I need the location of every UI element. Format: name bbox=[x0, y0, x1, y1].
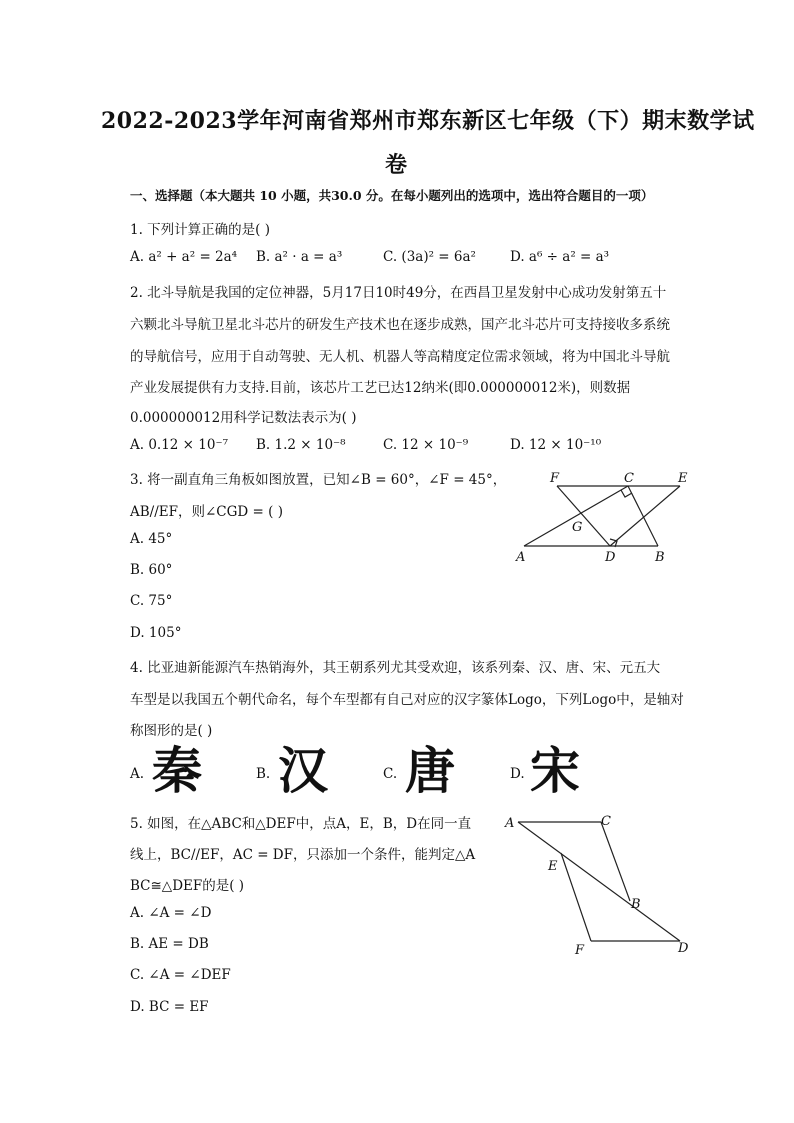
q2-line-4: 产业发展提供有力支持.目前，该芯片工艺已达12纳米(即0.000000012米)，则数据 bbox=[130, 380, 631, 396]
q4-line-2: 车型是以我国五个朝代命名，每个车型都有自己对应的汉字篆体Logo，下列Logo中，是轴对 bbox=[130, 692, 684, 708]
section-heading: 一、选择题（本大题共 10 小题，共30.0 分。在每小题列出的选项中，选出符合题目的一项） bbox=[130, 188, 654, 203]
q2-line-1: 2. 北斗导航是我国的定位神器，5月17日10时49分，在西昌卫星发射中心成功发射第五十 bbox=[130, 285, 667, 301]
label-b: B bbox=[631, 897, 641, 912]
q1-option-b: B. a² · a = a³ bbox=[256, 249, 343, 265]
q2-option-d: D. 12 × 10⁻¹⁰ bbox=[510, 437, 602, 453]
q5-option-c: C. ∠A = ∠DEF bbox=[130, 967, 231, 983]
q5-line-3: BC≅△DEF的是( ) bbox=[130, 878, 245, 894]
q4-line-3: 称图形的是( ) bbox=[130, 723, 213, 739]
label-e: E bbox=[548, 859, 558, 874]
label-c: C bbox=[601, 814, 611, 829]
label-c: C bbox=[624, 471, 634, 486]
label-g: G bbox=[572, 520, 583, 535]
q4-option-a-logo: 秦 bbox=[152, 741, 202, 800]
label-a: A bbox=[516, 550, 526, 565]
q4-option-a-letter: A. bbox=[130, 766, 145, 782]
q5-line-2: 线上，BC//EF，AC = DF，只添加一个条件，能判定△A bbox=[130, 847, 476, 863]
q3-option-c: C. 75° bbox=[130, 593, 173, 609]
q2-option-b: B. 1.2 × 10⁻⁸ bbox=[256, 437, 346, 453]
segment-ac bbox=[524, 486, 628, 546]
q3-line-2: AB//EF，则∠CGD = ( ) bbox=[130, 504, 283, 520]
q5-option-a: A. ∠A = ∠D bbox=[130, 905, 212, 921]
q1-option-d: D. a⁶ ÷ a² = a³ bbox=[510, 249, 610, 265]
segment-ef bbox=[561, 853, 591, 941]
segment-ed bbox=[610, 486, 680, 546]
label-a: A bbox=[505, 816, 515, 831]
q5-line-1: 5. 如图，在△ABC和△DEF中，点A，E，B，D在同一直 bbox=[130, 816, 472, 832]
q4-option-c-letter: C. bbox=[383, 766, 398, 782]
segment-ad bbox=[518, 822, 680, 941]
label-f: F bbox=[550, 471, 560, 486]
q4-option-c-logo: 唐 bbox=[405, 741, 455, 800]
q2-option-c: C. 12 × 10⁻⁹ bbox=[383, 437, 469, 453]
q2-line-3: 的导航信号，应用于自动驾驶、无人机、机器人等高精度定位需求领域，将为中国北斗导航 bbox=[130, 349, 670, 365]
q5-option-d: D. BC = EF bbox=[130, 999, 209, 1015]
q4-line-1: 4. 比亚迪新能源汽车热销海外，其王朝系列尤其受欢迎，该系列秦、汉、唐、宋、元五大 bbox=[130, 660, 661, 676]
q1-stem: 1. 下列计算正确的是( ) bbox=[130, 222, 270, 238]
label-e: E bbox=[678, 471, 688, 486]
q3-line-1: 3. 将一副直角三角板如图放置，已知∠B = 60°，∠F = 45°， bbox=[130, 472, 507, 488]
q2-option-a: A. 0.12 × 10⁻⁷ bbox=[130, 437, 229, 453]
q2-line-2: 六颗北斗导航卫星北斗芯片的研发生产技术也在逐步成熟，国产北斗芯片可支持接收多系统 bbox=[130, 317, 670, 333]
label-d: D bbox=[605, 550, 616, 565]
q4-option-d-letter: D. bbox=[510, 766, 525, 782]
q4-option-b-logo: 汉 bbox=[278, 741, 328, 800]
q3-option-d: D. 105° bbox=[130, 625, 182, 641]
q3-triangle-figure bbox=[510, 465, 700, 567]
label-d: D bbox=[678, 941, 689, 956]
segment-fd bbox=[557, 486, 610, 546]
q5-parallelogram-figure bbox=[500, 810, 700, 960]
q4-option-b-letter: B. bbox=[256, 766, 271, 782]
q4-option-d-logo: 宋 bbox=[530, 741, 580, 800]
q1-option-a: A. a² + a² = 2a⁴ bbox=[130, 249, 238, 265]
segment-cb bbox=[628, 486, 658, 546]
segment-cb bbox=[601, 822, 630, 901]
q1-option-c: C. (3a)² = 6a² bbox=[383, 249, 476, 265]
label-f: F bbox=[575, 943, 585, 958]
q3-option-b: B. 60° bbox=[130, 562, 173, 578]
label-b: B bbox=[655, 550, 665, 565]
q2-line-5: 0.000000012用科学记数法表示为( ) bbox=[130, 410, 357, 426]
page-title-line-1: 2022-2023学年河南省郑州市郑东新区七年级（下）期末数学试 bbox=[101, 108, 755, 134]
q5-option-b: B. AE = DB bbox=[130, 936, 209, 952]
page-title-line-2: 卷 bbox=[385, 152, 408, 178]
q3-option-a: A. 45° bbox=[130, 531, 173, 547]
